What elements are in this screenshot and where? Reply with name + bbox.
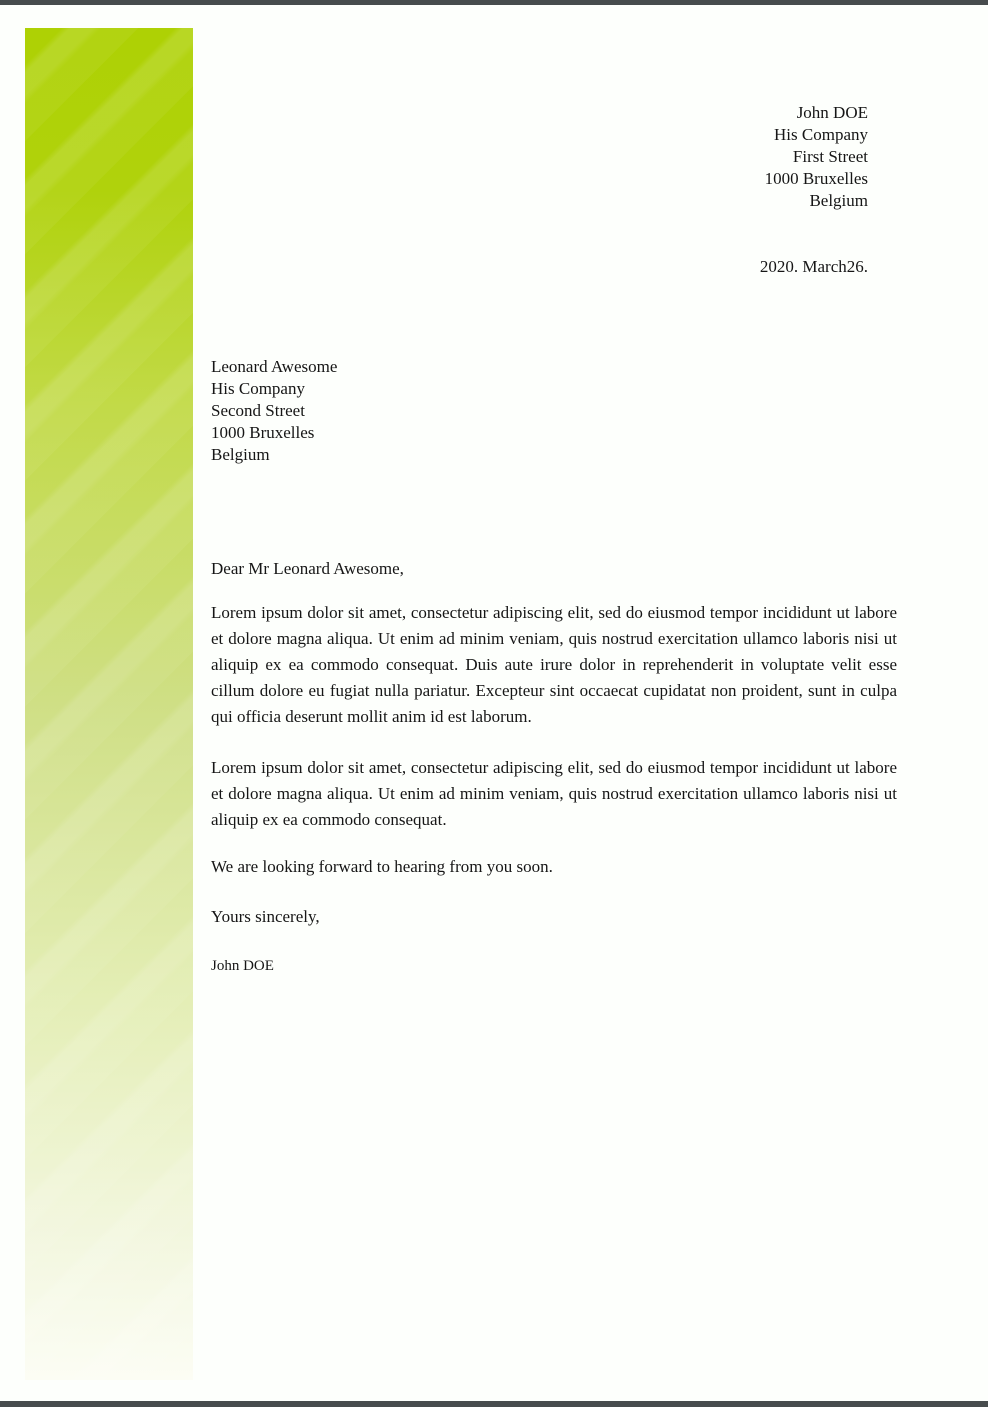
sender-city: 1000 Bruxelles	[764, 169, 868, 188]
recipient-country: Belgium	[211, 445, 270, 464]
sender-street: First Street	[792, 147, 868, 166]
sender-address-block	[765, 102, 868, 212]
salutation: Dear Mr Leonard Awesome,	[211, 559, 404, 578]
sender-company: His Company	[774, 125, 868, 144]
body-paragraph-2: Lorem ipsum dolor sit amet, consectetur adipiscing elit, sed do eiusmod tempor incididunt ut labore et dolore magna aliqua. Ut enim ad minim veniam, quis nostrud exercitation ullamco laboris nisi ut aliquip ex ea commodo consequat.	[211, 758, 897, 829]
bottom-edge-bar	[0, 1401, 988, 1407]
body-paragraph-1: Lorem ipsum dolor sit amet, consectetur adipiscing elit, sed do eiusmod tempor incididunt ut labore et dolore magna aliqua. Ut enim ad minim veniam, quis nostrud exercitation ullamco laboris nisi ut aliquip ex ea commodo consequat. Duis aute irure dolor in reprehenderit in voluptate velit esse cillum dolore eu fugiat nulla pariatur. Excepteur sint occaecat cupidatat non proident, sunt in culpa qui officia deserunt mollit anim id est laborum.	[211, 603, 897, 726]
recipient-city: 1000 Bruxelles	[211, 423, 315, 442]
sender-name: John DOE	[796, 103, 868, 122]
closing-line: We are looking forward to hearing from you soon.	[211, 857, 553, 876]
sender-country: Belgium	[809, 191, 868, 210]
letter-date: 2020. March26.	[759, 257, 868, 276]
top-edge-bar	[0, 0, 988, 5]
signature-name: John DOE	[211, 958, 274, 974]
green-gradient-stripe	[25, 28, 193, 1380]
sign-off: Yours sincerely,	[211, 907, 320, 926]
recipient-street: Second Street	[211, 401, 305, 420]
recipient-address-block	[211, 356, 337, 466]
recipient-company: His Company	[211, 379, 305, 398]
recipient-name: Leonard Awesome	[211, 357, 338, 376]
